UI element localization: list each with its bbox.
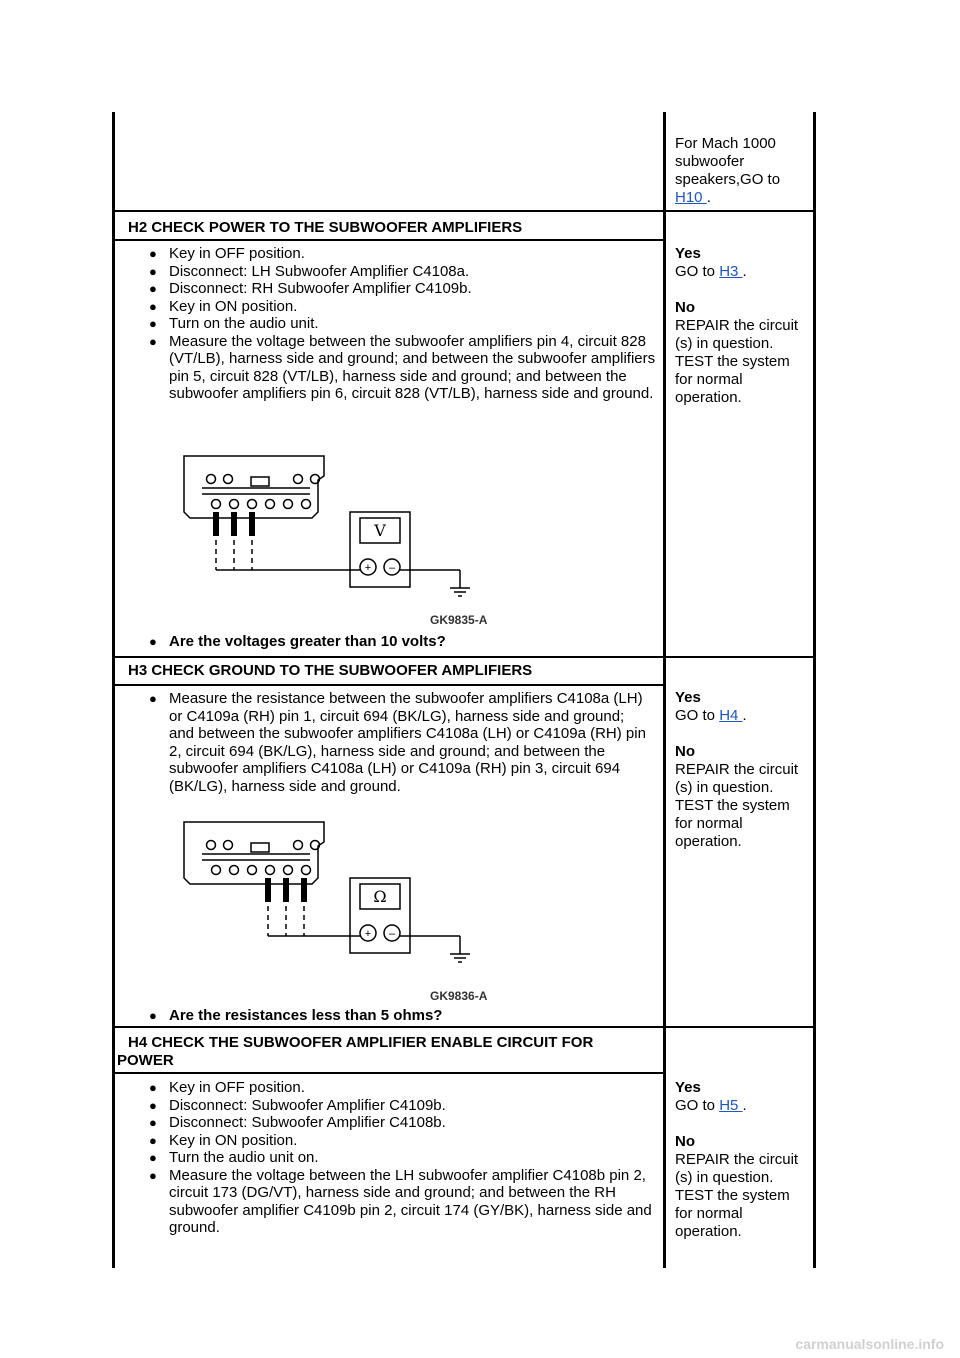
link-h10[interactable]: H10 [675, 189, 707, 206]
h2-title: H2 CHECK POWER TO THE SUBWOOFER AMPLIFIERS [128, 219, 523, 236]
no-text: TEST the system [675, 1187, 790, 1204]
plus-terminal: + [364, 562, 372, 574]
no-label: No [675, 1133, 695, 1150]
table-middle-border [663, 112, 666, 1268]
top-result-line: subwoofer [675, 153, 745, 170]
period: . [706, 189, 711, 206]
voltage-measurement-diagram [180, 452, 490, 627]
h4-title-underline [115, 1072, 663, 1074]
top-result-line: For Mach 1000 [675, 135, 776, 152]
goto-text: GO to [675, 263, 716, 280]
top-result [675, 135, 815, 207]
no-text: operation. [675, 1223, 742, 1240]
list-item: ● Disconnect: Subwoofer Amplifier C4109b. [149, 1097, 661, 1115]
list-item: ● Disconnect: LH Subwoofer Amplifier C4108a. [149, 263, 659, 281]
goto-text: GO to [675, 1097, 716, 1114]
h3-result: Yes GO to H4 . No REPAIR the circuit (s) in question. TEST the system for normal operation. [675, 689, 815, 851]
h3-title-underline [115, 684, 663, 686]
list-item: ● Turn on the audio unit. [149, 315, 659, 333]
meter-symbol: V [374, 521, 386, 540]
h3-question [149, 1007, 659, 1025]
resistance-measurement-diagram [180, 818, 490, 1003]
figure-label: GK9835-A [430, 613, 488, 627]
minus-terminal: – [388, 562, 396, 574]
list-item: ● Disconnect: RH Subwoofer Amplifier C4109b. [149, 280, 659, 298]
list-item: ● Disconnect: Subwoofer Amplifier C4108b. [149, 1114, 661, 1132]
list-item: ● Key in OFF position. [149, 245, 659, 263]
question-item: ● Are the resistances less than 5 ohms? [149, 1007, 659, 1025]
h4-title [117, 1034, 593, 1070]
no-text: for normal [675, 371, 743, 388]
row-divider-h4 [115, 1026, 816, 1028]
figure-label: GK9836-A [430, 989, 488, 1003]
h3-title: H3 CHECK GROUND TO THE SUBWOOFER AMPLIFIERS [128, 662, 533, 679]
list-item: ● Key in ON position. [149, 298, 659, 316]
list-item: ● Measure the voltage between the LH subwoofer amplifier C4108b pin 2, circuit 173 (DG/VT), harness side and ground; and between the RH subwoofer amplifier C4109b pin 2, circuit 174 (GY/BK), harness side and ground. [149, 1167, 661, 1237]
list-item: ● Key in ON position. [149, 1132, 661, 1150]
link-h5[interactable]: H5 [719, 1097, 743, 1114]
h2-question [149, 633, 659, 651]
no-text: TEST the system [675, 353, 790, 370]
no-text: (s) in question. [675, 1169, 774, 1186]
list-item: ● Measure the resistance between the subwoofer amplifiers C4108a (LH) or C4109a (RH) pin 1, circuit 694 (BK/LG), harness side and ground; and between the subwoofer amplifiers C4108a (LH) or C4109a (RH) pin 2, circuit 694 (BK/LG), harness side and ground; and between the subwoofer amplifiers C4108a (LH) or C4109a (RH) pin 3, circuit 694 (BK/LG), harness side and ground. [149, 690, 649, 795]
table-left-border [112, 112, 115, 1268]
goto-text: GO to [675, 707, 716, 724]
yes-label: Yes [675, 1079, 701, 1096]
yes-label: Yes [675, 689, 701, 706]
list-item: ● Turn the audio unit on. [149, 1149, 661, 1167]
row-divider-h2 [112, 210, 816, 212]
no-text: TEST the system [675, 797, 790, 814]
no-label: No [675, 743, 695, 760]
no-text: operation. [675, 389, 742, 406]
footer-watermark: carmanualsonline.info [795, 1336, 944, 1352]
no-text: for normal [675, 1205, 743, 1222]
no-text: (s) in question. [675, 779, 774, 796]
h4-title-line: H4 CHECK THE SUBWOOFER AMPLIFIER ENABLE CIRCUIT FOR [128, 1034, 594, 1051]
no-label: No [675, 299, 695, 316]
top-result-line: speakers,GO to [675, 171, 781, 188]
no-text: operation. [675, 833, 742, 850]
link-h3[interactable]: H3 [719, 263, 743, 280]
meter-symbol: Ω [373, 887, 387, 906]
h4-steps [149, 1079, 661, 1237]
list-item: ● Measure the voltage between the subwoofer amplifiers pin 4, circuit 828 (VT/LB), harness side and ground; and between the subwoofer amplifiers pin 5, circuit 828 (VT/LB), harness side and ground; and between the subwoofer amplifiers pin 6, circuit 828 (VT/LB), harness side and ground. [149, 333, 659, 403]
no-text: REPAIR the circuit [675, 1151, 799, 1168]
no-text: for normal [675, 815, 743, 832]
yes-label: Yes [675, 245, 701, 262]
h4-title-line: POWER [117, 1052, 174, 1069]
h4-result: Yes GO to H5 . No REPAIR the circuit (s) in question. TEST the system for normal operation. [675, 1079, 815, 1241]
h3-steps [149, 690, 649, 795]
question-item: ● Are the voltages greater than 10 volts? [149, 633, 659, 651]
no-text: (s) in question. [675, 335, 774, 352]
list-item: ● Key in OFF position. [149, 1079, 661, 1097]
link-h4[interactable]: H4 [719, 707, 743, 724]
plus-terminal: + [364, 928, 372, 940]
h2-result: Yes GO to H3 . No REPAIR the circuit (s) in question. TEST the system for normal operation. [675, 245, 815, 407]
no-text: REPAIR the circuit [675, 761, 799, 778]
minus-terminal: – [388, 928, 396, 940]
row-divider-h3 [115, 656, 816, 658]
h2-steps [149, 245, 659, 403]
no-text: REPAIR the circuit [675, 317, 799, 334]
h2-title-underline [115, 239, 663, 241]
